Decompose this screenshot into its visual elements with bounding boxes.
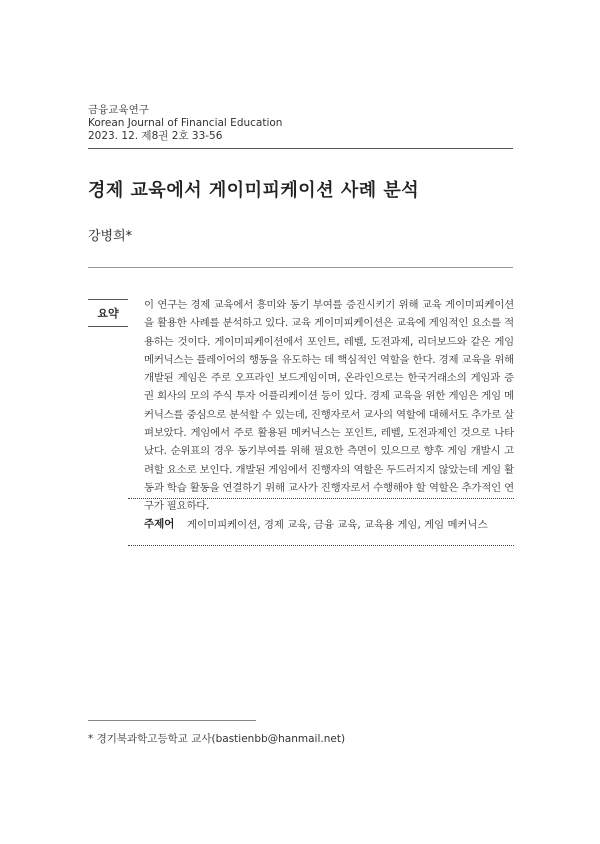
keywords-text: 게이미피케이션, 경제 교육, 금융 교육, 교육용 게임, 게임 메커닉스 xyxy=(187,519,488,531)
header-divider xyxy=(88,148,513,149)
keywords-top-divider xyxy=(128,498,514,499)
keywords-bottom-divider xyxy=(128,545,514,546)
footnote-divider xyxy=(88,720,256,721)
keywords-label: 주제어 xyxy=(144,518,175,530)
title-divider xyxy=(88,267,513,268)
abstract-label: 요약 xyxy=(97,307,119,320)
journal-name-ko: 금융교육연구 xyxy=(88,104,149,116)
author-footnote: * 경기북과학고등학교 교사(bastienbb@hanmail.net) xyxy=(88,733,346,745)
abstract-label-box xyxy=(88,299,128,327)
journal-name-en: Korean Journal of Financial Education xyxy=(88,117,283,129)
abstract-text: 이 연구는 경제 교육에서 흥미와 동기 부여를 증진시키기 위해 교육 게이미피케이션을 활용한 사례를 분석하고 있다. 교육 게이미피케이션은 교육에 게임적인 요소를 적용하는 것이다. 게이미피케이션에서 포인트, 레벨, 도전과제, 리더보드와 같은 게임 메커닉스는 플레이어의 행동을 유도하는 데 핵심적인 역할을 한다. 경제 교육을 위해 개발된 게임은 주로 오프라인 보드게임이며, 온라인으로는 한국거래소의 게임과 증권 회사의 모의 주식 투자 어플리케이션 등이 있다. 경제 교육을 위한 게임은 게임 메커닉스를 중심으로 분석할 수 있는데, 진행자로서 교사의 역할에 대해서도 추가로 살펴보았다. 게임에서 주로 활용된 메커닉스는 포인트, 레벨, 도전과제인 것으로 나타났다. 순위표의 경우 동기부여를 위해 필요한 측면이 있으므로 향후 게임 개발시 고려할 요소로 보인다. 개발된 게임에서 진행자의 역할은 두드러지지 않았는데 게임 활동과 학습 활동을 연결하기 위해 교사가 진행자로서 수행해야 할 역할은 추가적인 연구가 필요하다. xyxy=(144,299,514,513)
journal-header xyxy=(88,104,282,143)
article-title: 경제 교육에서 게이미피케이션 사례 분석 xyxy=(88,180,420,201)
article-author: 강병희* xyxy=(88,229,133,244)
journal-issue: 2023. 12. 제8권 2호 33-56 xyxy=(88,130,223,142)
